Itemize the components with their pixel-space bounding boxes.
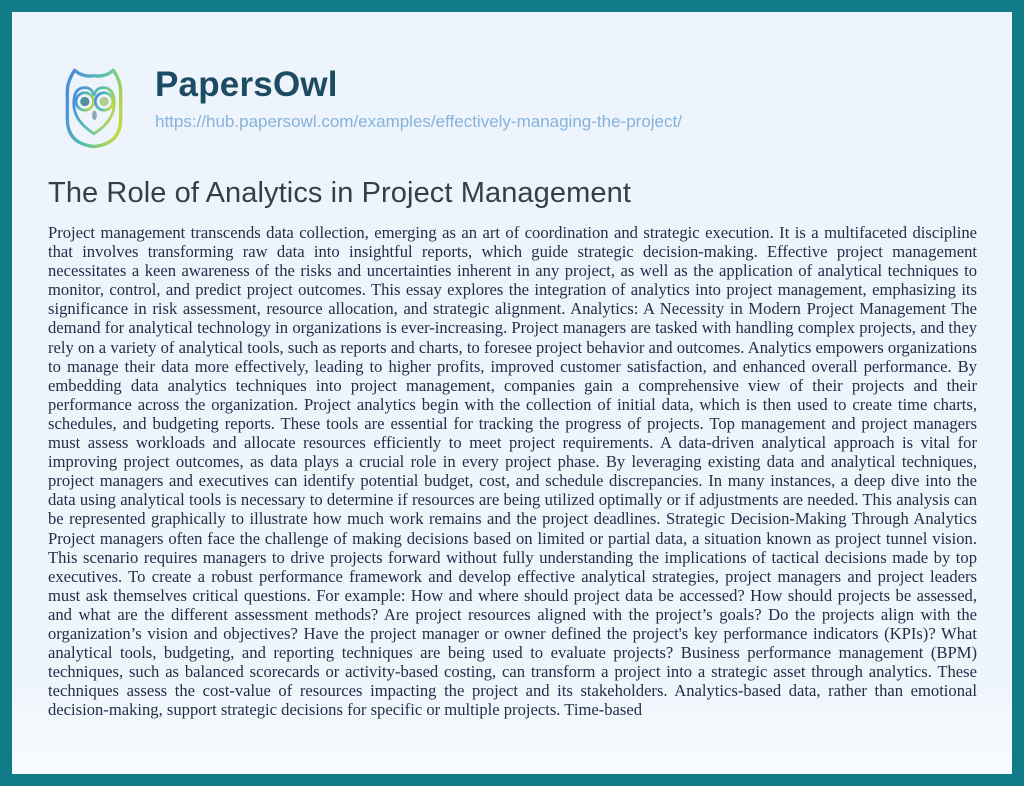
- article: [48, 177, 977, 719]
- article-body: Project management transcends data collection, emerging as an art of coordination and strategic execution. It is a multifaceted discipline that involves transforming raw data into insightful reports, which guide strategic decision-making. Effective project management necessitates a keen awareness of the risks and uncertainties inherent in any project, as well as the application of analytical techniques to monitor, control, and predict project outcomes. This essay explores the integration of analytics into project management, emphasizing its significance in risk assessment, resource allocation, and strategic alignment. Analytics: A Necessity in Modern Project Management The demand for analytical technology in organizations is ever-increasing. Project managers are tasked with handling complex projects, and they rely on a variety of analytical tools, such as reports and charts, to foresee project behavior and outcomes. Analytics empowers organizations to manage their data more effectively, leading to higher profits, improved customer satisfaction, and enhanced overall performance. By embedding data analytics techniques into project management, companies gain a comprehensive view of their projects and their performance across the organization. Project analytics begin with the collection of initial data, which is then used to create time charts, schedules, and budgeting reports. These tools are essential for tracking the progress of projects. Top management and project managers must assess workloads and allocate resources efficiently to meet project requirements. A data-driven analytical approach is vital for improving project outcomes, as data plays a crucial role in every project phase. By leveraging existing data and analytical techniques, project managers and executives can identify potential budget, cost, and schedule discrepancies. In many instances, a deep dive into the data using analytical tools is necessary to determine if resources are being utilized optimally or if adjustments are needed. This analysis can be represented graphically to illustrate how much work remains and the project deadlines. Strategic Decision-Making Through Analytics Project managers often face the challenge of making decisions based on limited or partial data, a situation known as project tunnel vision. This scenario requires managers to drive projects forward without fully understanding the implications of tactical decisions made by top executives. To create a robust performance framework and develop effective analytical strategies, project managers and project leaders must ask themselves critical questions. For example: How and where should project data be accessed? How should projects be assessed, and what are the different assessment methods? Are project resources aligned with the project’s goals? Do the projects align with the organization’s vision and objectives? Have the project manager or owner defined the project's key performance indicators (KPIs)? What analytical tools, budgeting, and reporting techniques are being used to evaluate projects? Business performance management (BPM) techniques, such as balanced scorecards or activity-based costing, can transform a project into a strategic asset through analytics. These techniques assess the cost-value of resources impacting the project and its stakeholders. Analytics-based data, rather than emotional decision-making, support strategic decisions for specific or multiple projects. Time-based: [48, 223, 977, 720]
- brand-block: [155, 58, 682, 132]
- article-title: The Role of Analytics in Project Management: [48, 177, 631, 209]
- page-content: [12, 12, 1012, 719]
- owl-logo-icon[interactable]: [48, 58, 140, 156]
- site-header: [48, 58, 977, 156]
- source-url-link[interactable]: https://hub.papersowl.com/examples/effectively-managing-the-project/: [155, 111, 682, 131]
- brand-name: PapersOwl: [155, 65, 338, 104]
